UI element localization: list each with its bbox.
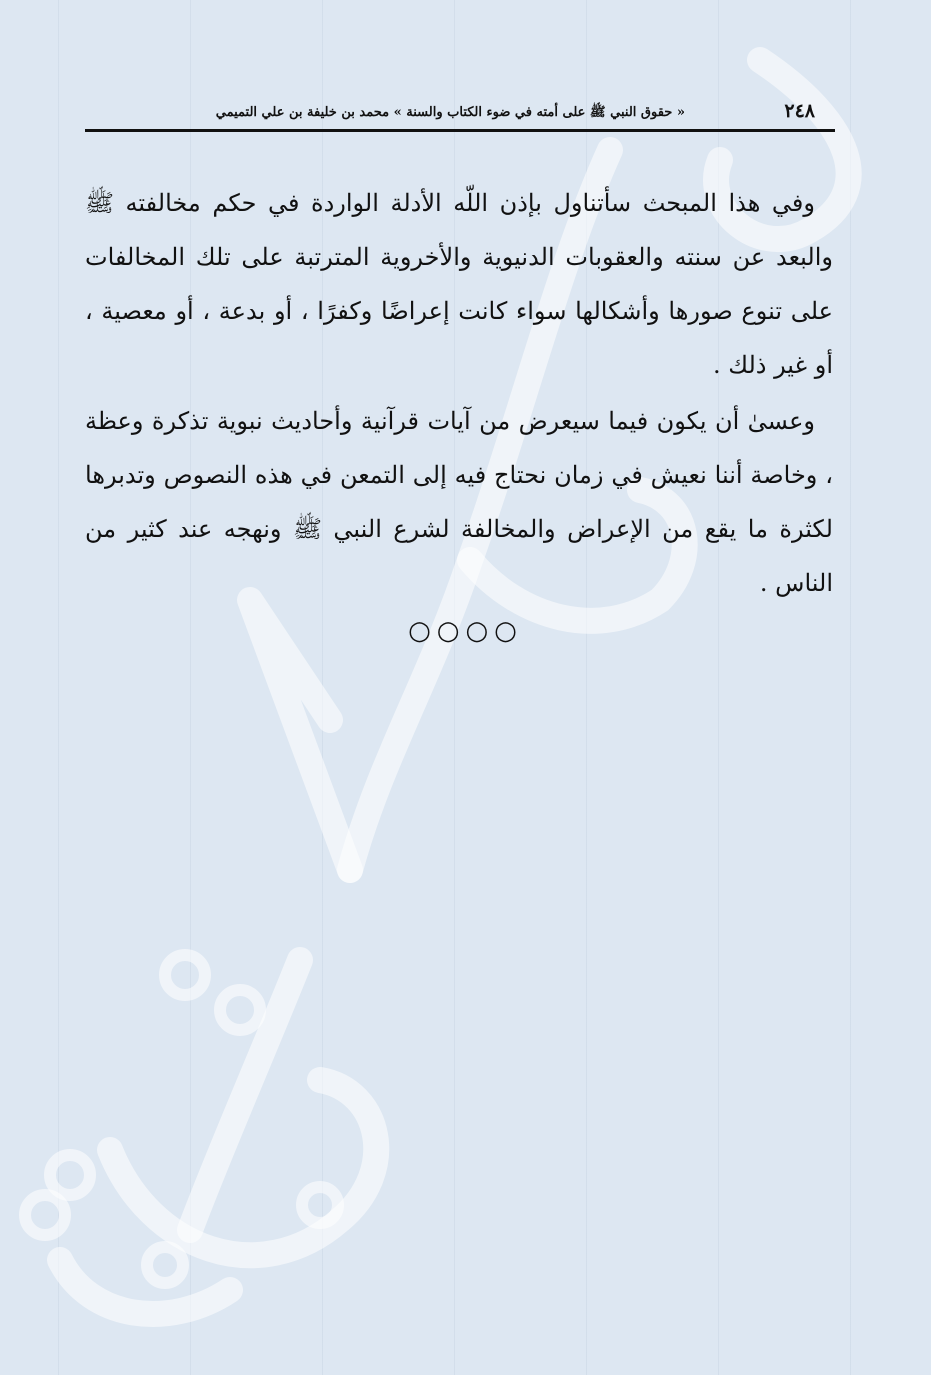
paragraph-1: وفي هذا المبحث سأتناول بإذن اللّه الأدلة الواردة في حكم مخالفته ﷺ والبعد عن سنته والعقوبات الدنيوية والأخروية المترتبة على تلك المخالفات على تنوع صورها وأشكالها سواء كانت إعراضًا وكفرًا ، أو بدعة ، أو معصية ، أو غير ذلك . bbox=[85, 189, 833, 379]
page-number: ٢٤٨ bbox=[784, 100, 815, 122]
running-title: « حقوق النبي ﷺ على أمته في ضوء الكتاب والسنة » محمد بن خليفة بن علي التميمي bbox=[215, 105, 685, 120]
body-text bbox=[85, 176, 833, 612]
header-divider bbox=[85, 129, 835, 132]
section-end-ornament: ○○○○ bbox=[408, 616, 523, 646]
paragraph-2: وعسىٰ أن يكون فيما سيعرض من آيات قرآنية وأحاديث نبوية تذكرة وعظة ، وخاصة أننا نعيش في زمان نحتاج فيه إلى التمعن في هذه النصوص وتدبرها لكثرة ما يقع من الإعراض والمخالفة لشرع النبي ﷺ ونهجه عند كثير من الناس . bbox=[85, 407, 833, 597]
page-header bbox=[85, 96, 835, 132]
